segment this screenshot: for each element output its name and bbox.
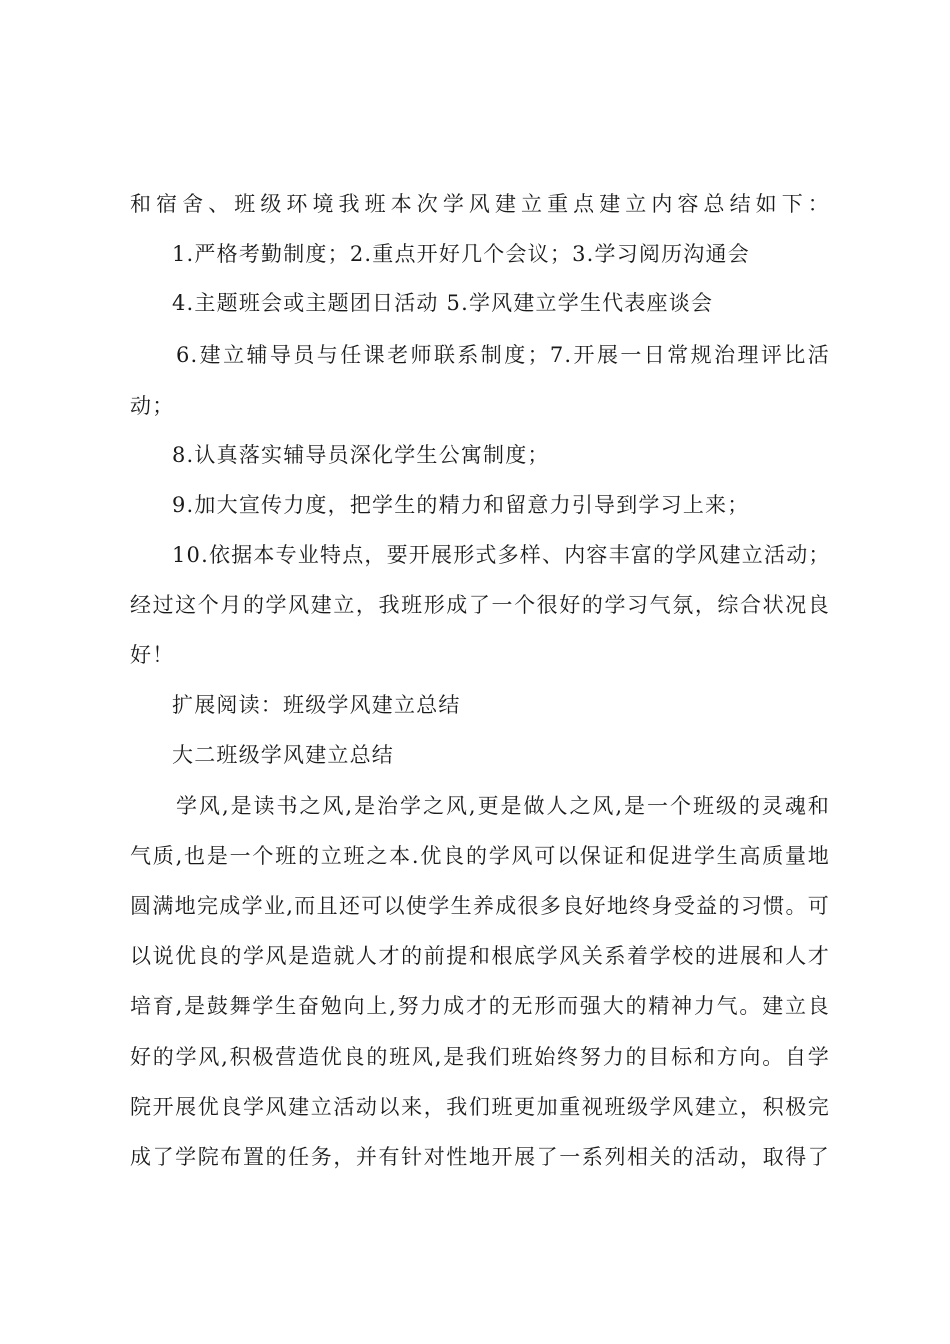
body-line-7: 院开展优良学风建立活动以来，我们班更加重视班级学风建立，积极完: [130, 1095, 830, 1119]
summary-line-2: 好！: [130, 643, 175, 667]
section-title: 大二班级学风建立总结: [172, 743, 394, 767]
list-item-9: 9.加大宣传力度，把学生的精力和留意力引导到学习上来；: [172, 493, 750, 517]
body-line-1: 学风,是读书之风,是治学之风,更是做人之风,是一个班级的灵魂和: [176, 794, 830, 818]
list-item-1-3: 1.严格考勤制度；2.重点开好几个会议；3.学习阅历沟通会: [172, 242, 750, 266]
body-line-5: 培育,是鼓舞学生奋勉向上,努力成才的无形而强大的精神力气。建立良: [130, 994, 830, 1018]
list-item-10: 10.依据本专业特点，要开展形式多样、内容丰富的学风建立活动；: [172, 543, 831, 567]
summary-line-1: 经过这个月的学风建立，我班形成了一个很好的学习气氛，综合状况良: [130, 593, 830, 617]
body-line-2: 气质,也是一个班的立班之本.优良的学风可以保证和促进学生高质量地: [130, 844, 830, 868]
extended-reading-heading: 扩展阅读：班级学风建立总结: [172, 693, 461, 717]
list-item-6-7: 6.建立辅导员与任课老师联系制度；7.开展一日常规治理评比活: [176, 343, 830, 367]
paragraph-line-1: 和宿舍、班级环境我班本次学风建立重点建立内容总结如下：: [130, 192, 830, 216]
body-line-6: 好的学风,积极营造优良的班风,是我们班始终努力的目标和方向。自学: [130, 1045, 830, 1069]
list-item-4-5: 4.主题班会或主题团日活动 5.学风建立学生代表座谈会: [172, 291, 714, 315]
list-item-8: 8.认真落实辅导员深化学生公寓制度；: [172, 443, 550, 467]
body-line-8: 成了学院布置的任务，并有针对性地开展了一系列相关的活动，取得了: [130, 1145, 830, 1169]
body-line-4: 以说优良的学风是造就人才的前提和根底学风关系着学校的进展和人才: [130, 944, 830, 968]
list-item-6-7-continued: 动；: [130, 394, 175, 418]
body-line-3: 圆满地完成学业,而且还可以使学生养成很多良好地终身受益的习惯。可: [130, 894, 830, 918]
